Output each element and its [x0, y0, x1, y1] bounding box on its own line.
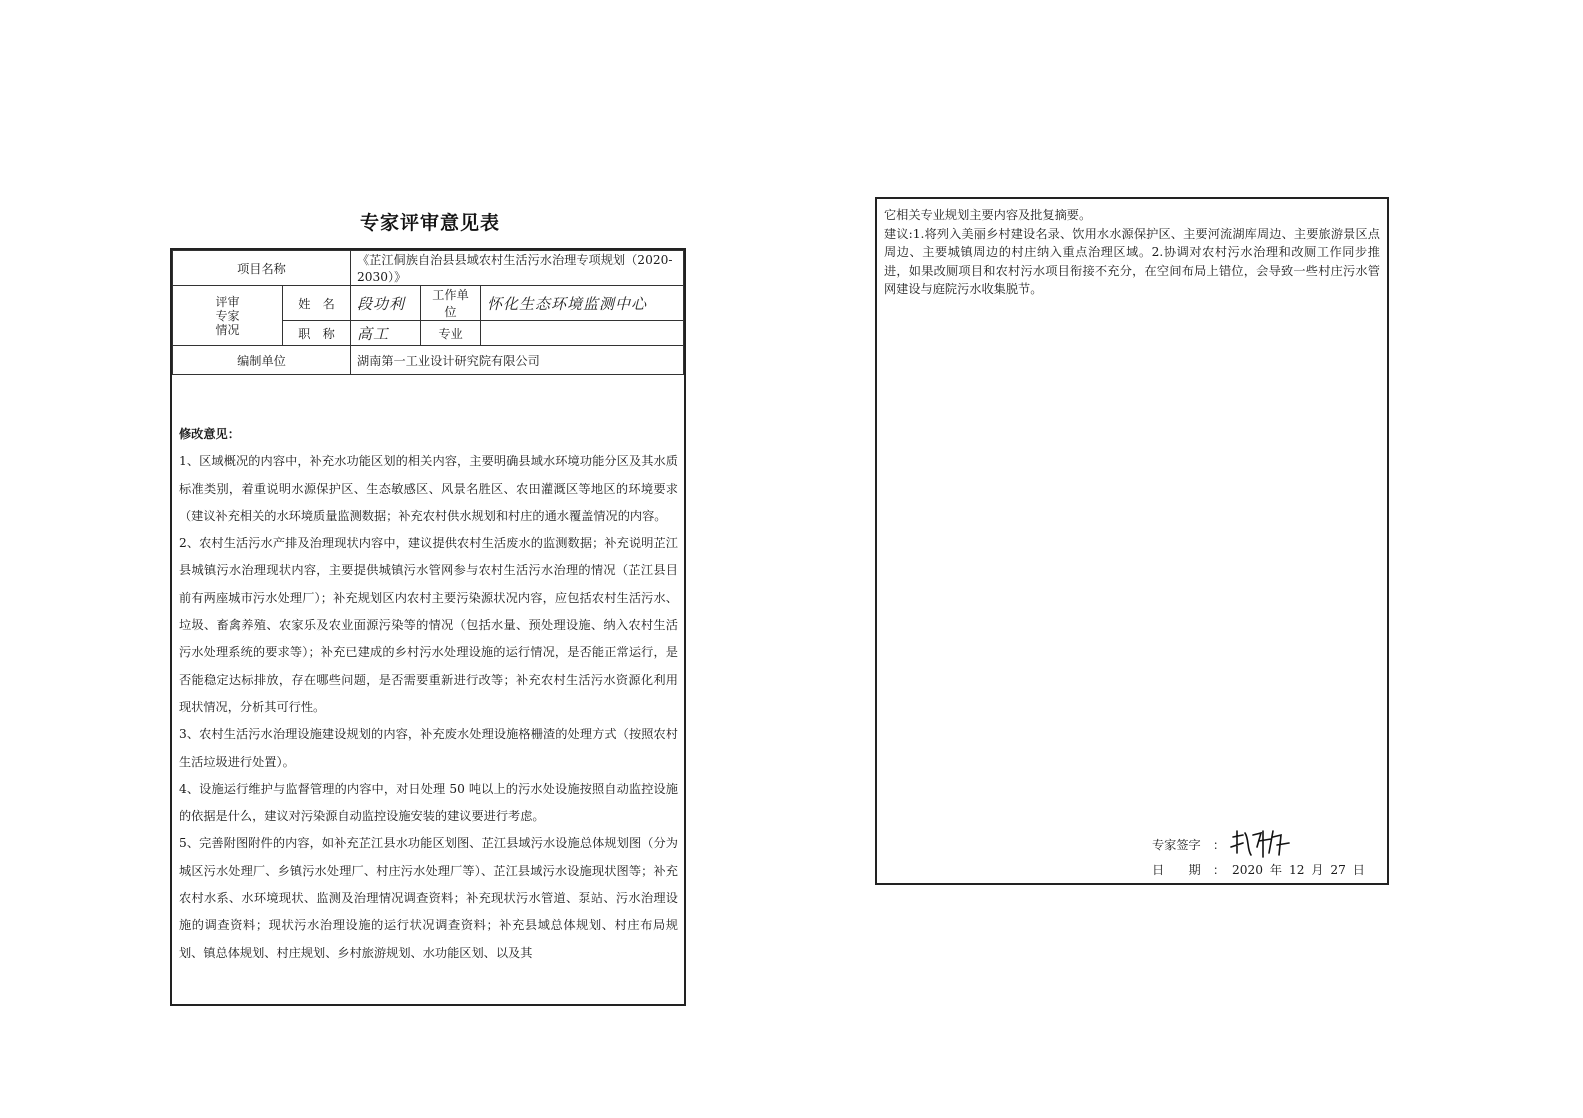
- continuation-line: 它相关专业规划主要内容及批复摘要。: [884, 208, 1092, 222]
- date-line: [1152, 861, 1365, 878]
- review-form-page-1: [170, 200, 690, 1006]
- handwritten-signature: [1229, 825, 1293, 861]
- opinion-item: 1、区域概况的内容中，补充水功能区划的相关内容，主要明确县域水环境功能分区及其水质标准类别，着重说明水源保护区、生态敏感区、风景名胜区、农田灌溉区等地区的环境要求（建议补充相关的水环境质量监测数据；补充农村供水规划和村庄的通水覆盖情况的内容。: [179, 454, 678, 523]
- expert-info-table: [172, 250, 684, 375]
- date-value: 2020 年 12 月 27 日: [1232, 863, 1365, 877]
- continuation-text: [877, 199, 1387, 299]
- compiler-label: 编制单位: [173, 346, 351, 375]
- date-label: 日 期 ：: [1152, 863, 1226, 877]
- expert-section-label: 评审 专家 情况: [173, 286, 283, 346]
- specialty-value: [481, 321, 684, 346]
- opinions-heading: 修改意见：: [179, 427, 240, 441]
- work-unit-label: 工作单位: [421, 286, 481, 321]
- opinion-item: 5、完善附图附件的内容，如补充芷江县水功能区划图、芷江县域污水设施总体规划图（分为城区污水处理厂、乡镇污水处理厂、村庄污水处理厂等）、芷江县域污水设施现状图等；补充农村水系、水环境现状、监测及治理情况调查资料；补充现状污水管道、泵站、污水治理设施的调查资料；现状污水治理设施的运行状况调查资料；补充县域总体规划、村庄布局规划、镇总体规划、村庄规划、乡村旅游规划、水功能区划、以及其: [179, 836, 678, 960]
- compiler-value: 湖南第一工业设计研究院有限公司: [351, 346, 684, 375]
- opinion-item: 3、农村生活污水治理设施建设规划的内容，补充废水处理设施格栅渣的处理方式（按照农村生活垃圾进行处置）。: [179, 727, 678, 769]
- job-title-value: 高工: [351, 321, 421, 346]
- review-form: [170, 248, 686, 1006]
- signature-label: 专家签字 ：: [1152, 838, 1226, 852]
- suggestion-paragraph: 建议:1.将列入美丽乡村建设名录、饮用水水源保护区、主要河流湖库周边、主要旅游景区点周边、主要城镇周边的村庄纳入重点治理区域。2.协调对农村污水治理和改厕工作同步推进，如果改厕项目和农村污水项目衔接不充分，在空间布局上错位，会导致一些村庄污水管网建设与庭院污水收集脱节。: [884, 226, 1380, 296]
- opinion-item: 4、设施运行维护与监督管理的内容中，对日处理 50 吨以上的污水处设施按照自动监控设施的依据是什么，建议对污染源自动监控设施安装的建议要进行考虑。: [179, 781, 678, 824]
- specialty-label: 专业: [421, 321, 481, 346]
- opinion-item: 2、农村生活污水产排及治理现状内容中，建议提供农村生活废水的监测数据；补充说明芷江县城镇污水治理现状内容，主要提供城镇污水管网参与农村生活污水治理的情况（芷江县目前有两座城市污水处理厂）；补充规划区内农村主要污染源状况内容，应包括农村生活污水、垃圾、畜禽养殖、农家乐及农业面源污染等的情况（包括水量、预处理设施、纳入农村生活污水处理系统的要求等）；补充已建成的乡村污水处理设施的运行情况，是否能正常运行，是否能稳定达标排放，存在哪些问题，是否需要重新进行改等；补充农村生活污水资源化利用现状情况，分析其可行性。: [179, 536, 678, 714]
- opinions-section: [172, 375, 684, 967]
- work-unit-value: 怀化生态环境监测中心: [481, 286, 684, 321]
- name-value: 段功利: [351, 286, 421, 321]
- review-form-page-2: [875, 197, 1389, 885]
- project-name-label: 项目名称: [173, 251, 351, 286]
- name-label: 姓 名: [283, 286, 351, 321]
- project-name-value: 《芷江侗族自治县县域农村生活污水治理专项规划（2020-2030）》: [351, 251, 684, 286]
- job-title-label: 职 称: [283, 321, 351, 346]
- form-title: 专家评审意见表: [359, 212, 500, 234]
